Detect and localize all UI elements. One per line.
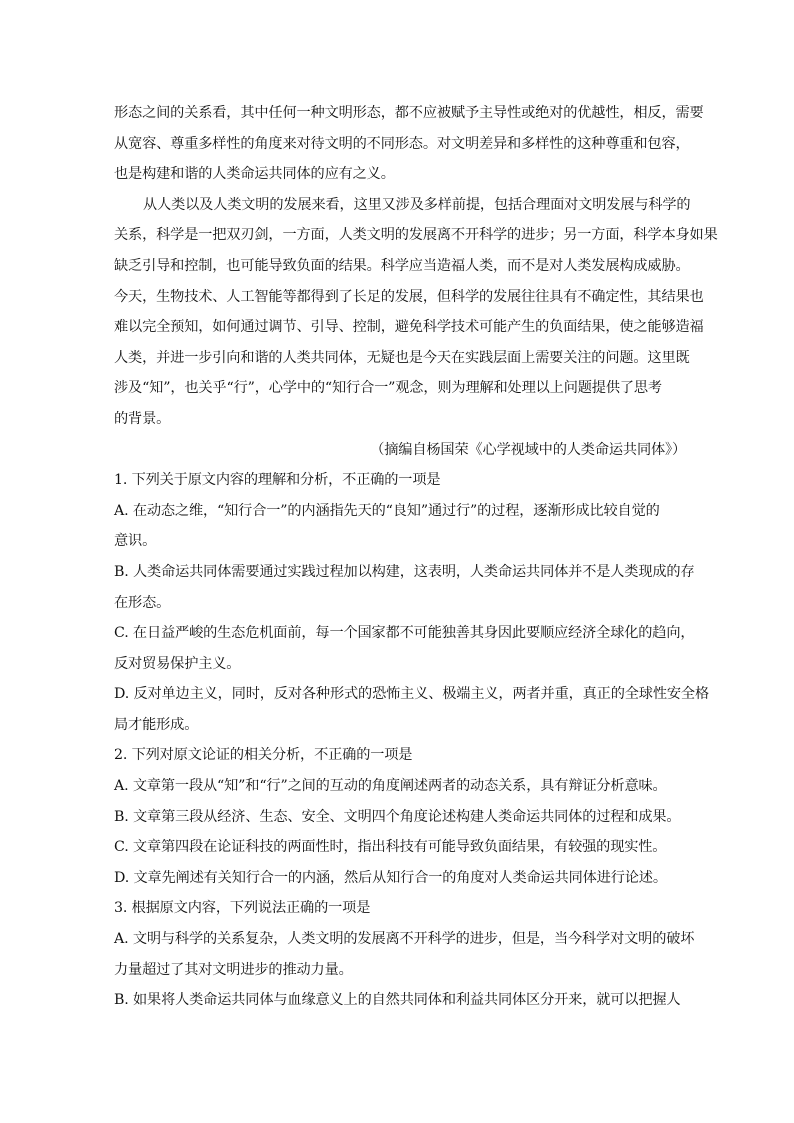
option-b-cont: 在形态。 [114,594,171,611]
text-line: 从宽容、尊重多样性的角度来对待文明的不同形态。对文明差异和多样性的这种尊重和包容， [114,135,690,152]
document-body [114,98,718,1016]
option-a-cont: 意识。 [114,533,157,550]
text-line: 人类，并进一步引向和谐的人类共同体，无疑也是今天在实践层面上需要关注的问题。这里既 [114,349,690,366]
option-a: A. 文章第一段从“知”和“行”之间的互动的角度阐述两者的动态关系，具有辩证分析意味。 [114,778,667,795]
text-line: 也是构建和谐的人类命运共同体的应有之义。 [114,166,395,183]
option-a: A. 在动态之维，“知行合一”的内涵指先天的“良知”通过行”的过程，逐渐形成比较自觉的 [114,502,660,519]
question-2 [114,740,694,893]
text-line: 从人类以及人类文明的发展来看，这里又涉及多样前提，包括合理面对文明发展与科学的 [143,196,691,213]
option-a-cont: 力量超过了其对文明进步的推动力量。 [114,961,353,978]
question-stem: 2. 下列对原文论证的相关分析，不正确的一项是 [114,747,413,764]
option-b: B. 人类命运共同体需要通过实践过程加以构建，这表明，人类命运共同体并不是人类现成的存 [114,563,695,580]
option-d: D. 文章先阐述有关知行合一的内涵，然后从知行合一的角度对人类命运共同体进行论述。 [114,869,667,886]
text-line: 今天，生物技术、人工智能等都得到了长足的发展，但科学的发展往往具有不确定性，其结果也 [114,288,704,305]
option-a: A. 文明与科学的关系复杂，人类文明的发展离不开科学的进步，但是，当今科学对文明的破坏 [114,931,695,948]
option-b: B. 文章第三段从经济、生态、安全、文明四个角度论述构建人类命运共同体的过程和成果。 [114,808,681,825]
option-d: D. 反对单边主义，同时，反对各种形式的恐怖主义、极端主义，两者并重，真正的全球性安全格 [114,686,709,703]
source-citation: （摘编自杨国荣《心学视域中的人类命运共同体》） [370,441,686,458]
text-line: 难以完全预知，如何通过调节、引导、控制，避免科学技术可能产生的负面结果，使之能够造福 [114,319,704,336]
question-1 [114,465,709,740]
text-line: 关系，科学是一把双刃剑，一方面，人类文明的发展离不开科学的进步；另一方面，科学本身如果 [114,227,718,244]
text-line: 缺乏引导和控制，也可能导致负面的结果。科学应当造福人类，而不是对人类发展构成威胁。 [114,257,690,274]
paragraph-1 [114,98,704,190]
paragraph-2 [114,190,718,435]
option-c: C. 文章第四段在论证科技的两面性时，指出科技有可能导致负面结果，有较强的现实性。 [114,839,667,856]
option-c: C. 在日益严峻的生态危机面前，每一个国家都不可能独善其身因此要顺应经济全球化的趋向， [114,625,695,642]
option-c-cont: 反对贸易保护主义。 [114,655,241,672]
option-d-cont: 局才能形成。 [114,716,199,733]
text-line: 涉及“知”，也关乎“行”，心学中的“知行合一”观念，则为理解和处理以上问题提供了思考 [114,380,662,397]
text-line: 的背景。 [114,410,171,427]
question-3 [114,893,694,1015]
text-line: 形态之间的关系看，其中任何一种文明形态，都不应被赋予主导性或绝对的优越性，相反，需要 [114,105,704,121]
question-stem: 3. 根据原文内容，下列说法正确的一项是 [114,900,371,917]
option-b: B. 如果将人类命运共同体与血缘意义上的自然共同体和利益共同体区分开来，就可以把握人 [114,992,681,1009]
question-stem: 1. 下列关于原文内容的理解和分析，不正确的一项是 [114,472,441,489]
